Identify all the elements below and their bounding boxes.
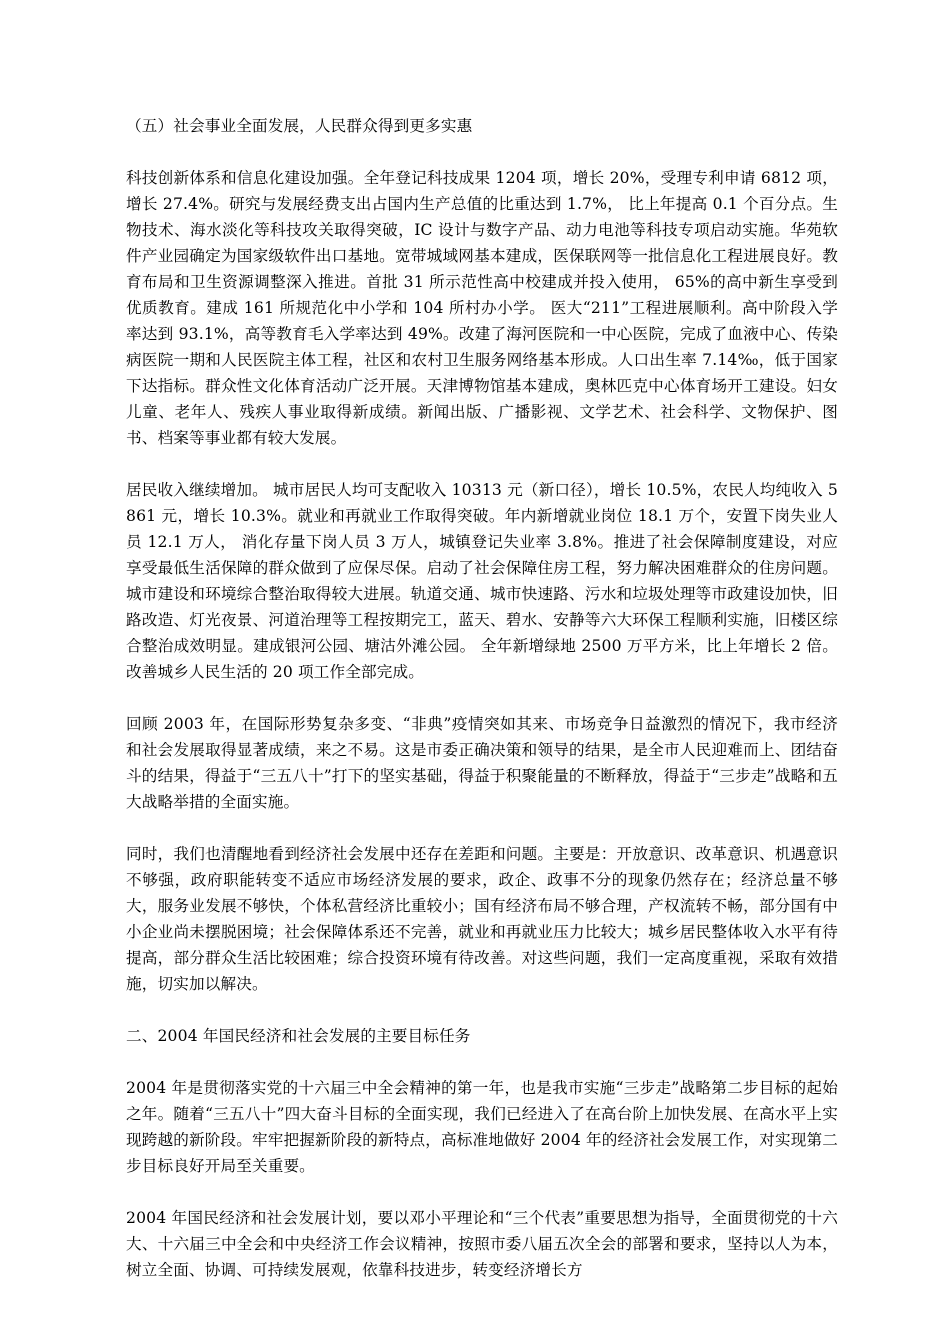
paragraph-2004-plan-guidance: 2004 年国民经济和社会发展计划，要以邓小平理论和“三个代表”重要思想为指导，全面贯彻党的十六大、十六届三中全会和中央经济工作会议精神，按照市委八届五次全会的部署和要求，坚持以人为本，树立全面、协调、可持续发展观，依靠科技进步，转变经济增长方 xyxy=(126,1209,838,1279)
paragraph-resident-income: 居民收入继续增加。 城市居民人均可支配收入 10313 元（新口径），增长 10.5%，农民人均纯收入 5861 元，增长 10.3%。就业和再就业工作取得突破。年内新增就业岗位 18.1 万个，安置下岗失业人员 12.1 万人， 消化存量下岗人员 3 万人，城镇登记失业率 3.8%。推进了社会保障制度建设，对应享受最低生活保障的群众做到了应保尽保。启动了社会保障住房工程，努力解决困难群众的住房问题。城市建设和环境综合整治取得较大进展。轨道交通、城市快速路、污水和垃圾处理等市政建设加快，旧路改造、灯光夜景、河道治理等工程按期完工，蓝天、碧水、安静等六大环保工程顺利实施，旧楼区综合整治成效明显。建成银河公园、塘沽外滩公园。 全年新增绿地 2500 万平方米，比上年增长 2 倍。改善城乡人民生活的 20 项工作全部完成。 xyxy=(126,481,838,681)
document-body xyxy=(126,113,838,1309)
paragraph-problems: 同时，我们也清醒地看到经济社会发展中还存在差距和问题。主要是：开放意识、改革意识、机遇意识不够强，政府职能转变不适应市场经济发展的要求，政企、政事不分的现象仍然存在；经济总量不够大，服务业发展不够快，个体私营经济比重较小；国有经济布局不够合理，产权流转不畅，部分国有中小企业尚未摆脱困境；社会保障体系还不完善，就业和再就业压力比较大；城乡居民整体收入水平有待提高，部分群众生活比较困难；综合投资环境有待改善。对这些问题，我们一定高度重视，采取有效措施，切实加以解决。 xyxy=(126,845,838,993)
paragraph-science-education-health: 科技创新体系和信息化建设加强。全年登记科技成果 1204 项，增长 20%，受理专利申请 6812 项，增长 27.4%。研究与发展经费支出占国内生产总值的比重达到 1.7%， 比上年提高 0.1 个百分点。生物技术、海水淡化等科技攻关取得突破，IC 设计与数字产品、动力电池等科技专项启动实施。华苑软件产业园确定为国家级软件出口基地。宽带城域网基本建成，医保联网等一批信息化工程进展良好。教育布局和卫生资源调整深入推进。首批 31 所示范性高中校建成并投入使用， 65%的高中新生享受到优质教育。建成 161 所规范化中小学和 104 所村办小学。 医大“211”工程进展顺利。高中阶段入学率达到 93.1%，高等教育毛入学率达到 49%。改建了海河医院和一中心医院，完成了血液中心、传染病医院一期和人民医院主体工程，社区和农村卫生服务网络基本形成。人口出生率 7.14‰，低于国家下达指标。群众性文化体育活动广泛开展。天津博物馆基本建成，奥林匹克中心体育场开工建设。妇女儿童、老年人、残疾人事业取得新成绩。新闻出版、广播影视、文学艺术、社会科学、文物保护、图书、档案等事业都有较大发展。 xyxy=(126,169,838,447)
section-heading-2004-targets: 二、2004 年国民经济和社会发展的主要目标任务 xyxy=(126,1027,471,1045)
section-heading-social-development: （五）社会事业全面发展，人民群众得到更多实惠 xyxy=(126,117,473,135)
paragraph-review-2003: 回顾 2003 年，在国际形势复杂多变、“非典”疫情突如其来、市场竞争日益激烈的情况下，我市经济和社会发展取得显著成绩，来之不易。这是市委正确决策和领导的结果，是全市人民迎难而上、团结奋斗的结果，得益于“三五八十”打下的坚实基础，得益于积聚能量的不断释放，得益于“三步走”战略和五大战略举措的全面实施。 xyxy=(126,715,838,811)
paragraph-2004-significance: 2004 年是贯彻落实党的十六届三中全会精神的第一年，也是我市实施“三步走”战略第二步目标的起始之年。随着“三五八十”四大奋斗目标的全面实现，我们已经进入了在高台阶上加快发展、在高水平上实现跨越的新阶段。牢牢把握新阶段的新特点，高标准地做好 2004 年的经济社会发展工作，对实现第二步目标良好开局至关重要。 xyxy=(126,1079,838,1175)
